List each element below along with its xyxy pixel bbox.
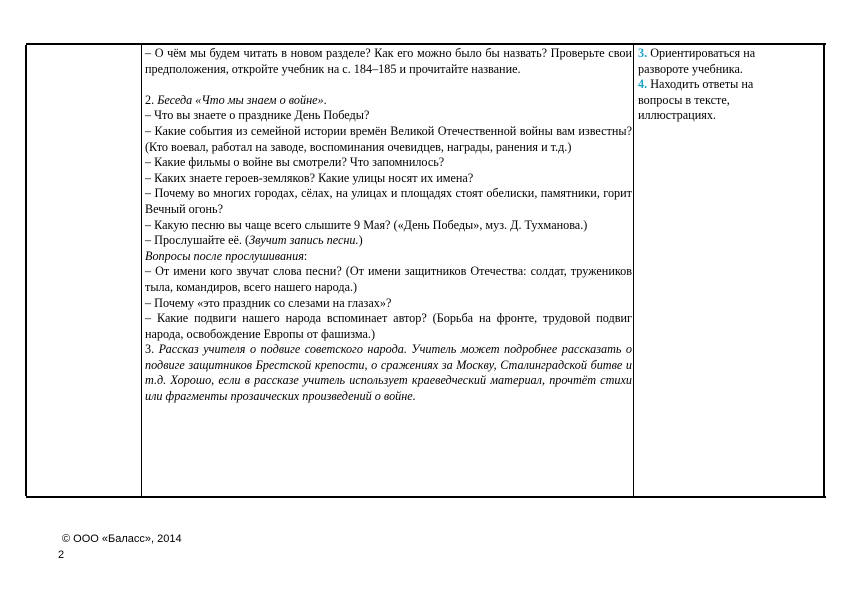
- activity-number: 4.: [638, 77, 648, 92]
- paragraph-prefix: – Прослушайте её. (: [145, 233, 250, 248]
- lesson-paragraph: [145, 93, 632, 109]
- lesson-paragraph: – О чём мы будем читать в новом разделе? Как его можно было бы назвать? Проверьте свои предположения, откройте учебник на с. 184–185 и прочитайте название.: [145, 46, 632, 76]
- activity-item: [638, 77, 796, 124]
- lesson-content-column: [143, 45, 632, 496]
- lesson-table: [26, 43, 826, 498]
- paragraph-suffix: ): [358, 233, 363, 248]
- lesson-paragraph: – Какую песню вы чаще всего слышите 9 Мая? («День Победы», муз. Д. Тухманова.): [145, 217, 588, 232]
- activity-number: 3.: [638, 46, 648, 60]
- table-left-border: [25, 45, 27, 496]
- lesson-paragraph: – Почему «это праздник со слезами на глазах»?: [145, 295, 392, 310]
- table-right-border: [823, 45, 825, 496]
- paragraph-prefix: 2.: [145, 92, 158, 107]
- lesson-paragraph: – Какие подвиги нашего народа вспоминает автор? (Борьба на фронте, трудовой подвиг народа, освобождение Европы от фашизма.): [145, 311, 632, 341]
- activity-text: Ориентироваться на развороте учебника.: [638, 46, 756, 76]
- paragraph-suffix: :: [303, 248, 308, 263]
- copyright-footer: © ООО «Баласс», 2014: [62, 533, 182, 545]
- lesson-paragraph: [145, 249, 632, 265]
- column-divider: [141, 45, 142, 496]
- lesson-paragraph: [145, 342, 632, 404]
- lesson-paragraph: – Какие фильмы о войне вы смотрели? Что запомнилось?: [145, 155, 445, 170]
- lesson-paragraph: – Почему во многих городах, сёлах, на улицах и площадях стоят обелиски, памятники, горит Вечный огонь?: [145, 186, 632, 216]
- lesson-paragraph: – Каких знаете героев-земляков? Какие улицы носят их имена?: [145, 170, 474, 185]
- lesson-paragraph: [145, 233, 632, 249]
- lesson-paragraph: – Что вы знаете о празднике День Победы?: [145, 108, 370, 123]
- lesson-paragraph: – Какие события из семейной истории времён Великой Отечественной войны вам известны? (Кто воевал, работал на заводе, воспоминания очевидцев, награды, ранения и т.д.): [145, 123, 632, 154]
- paragraph-italic-text: Звучит запись песни.: [249, 233, 359, 248]
- paragraph-italic-text: Вопросы после прослушивания: [145, 248, 304, 263]
- paragraph-italic-text: Рассказ учителя о подвиге советского народа. Учитель может подробнее рассказать о подвиге защитников Брестской крепости, о сражениях за Москву, Сталинградской битве и т.д. Хорошо, если в рассказе учитель использует краеведческий материал, прочтёт стихи или фрагменты прозаических произведений о войне.: [145, 342, 633, 404]
- paragraph-italic-text: Беседа «Что мы знаем о войне»: [157, 92, 324, 107]
- learning-activities-column: [636, 45, 796, 496]
- paragraph-suffix: .: [323, 92, 327, 107]
- lesson-paragraph: – От имени кого звучат слова песни? (От имени защитников Отечества: солдат, тружеников тыла, командиров, всего нашего народа.): [145, 264, 632, 294]
- page-number: 2: [58, 549, 65, 561]
- paragraph-prefix: 3.: [145, 342, 159, 357]
- activity-item: [638, 46, 796, 77]
- activity-text: Находить ответы на вопросы в тексте, иллюстрациях.: [638, 77, 754, 123]
- paragraph-gap: [145, 77, 632, 93]
- column-divider: [633, 45, 634, 496]
